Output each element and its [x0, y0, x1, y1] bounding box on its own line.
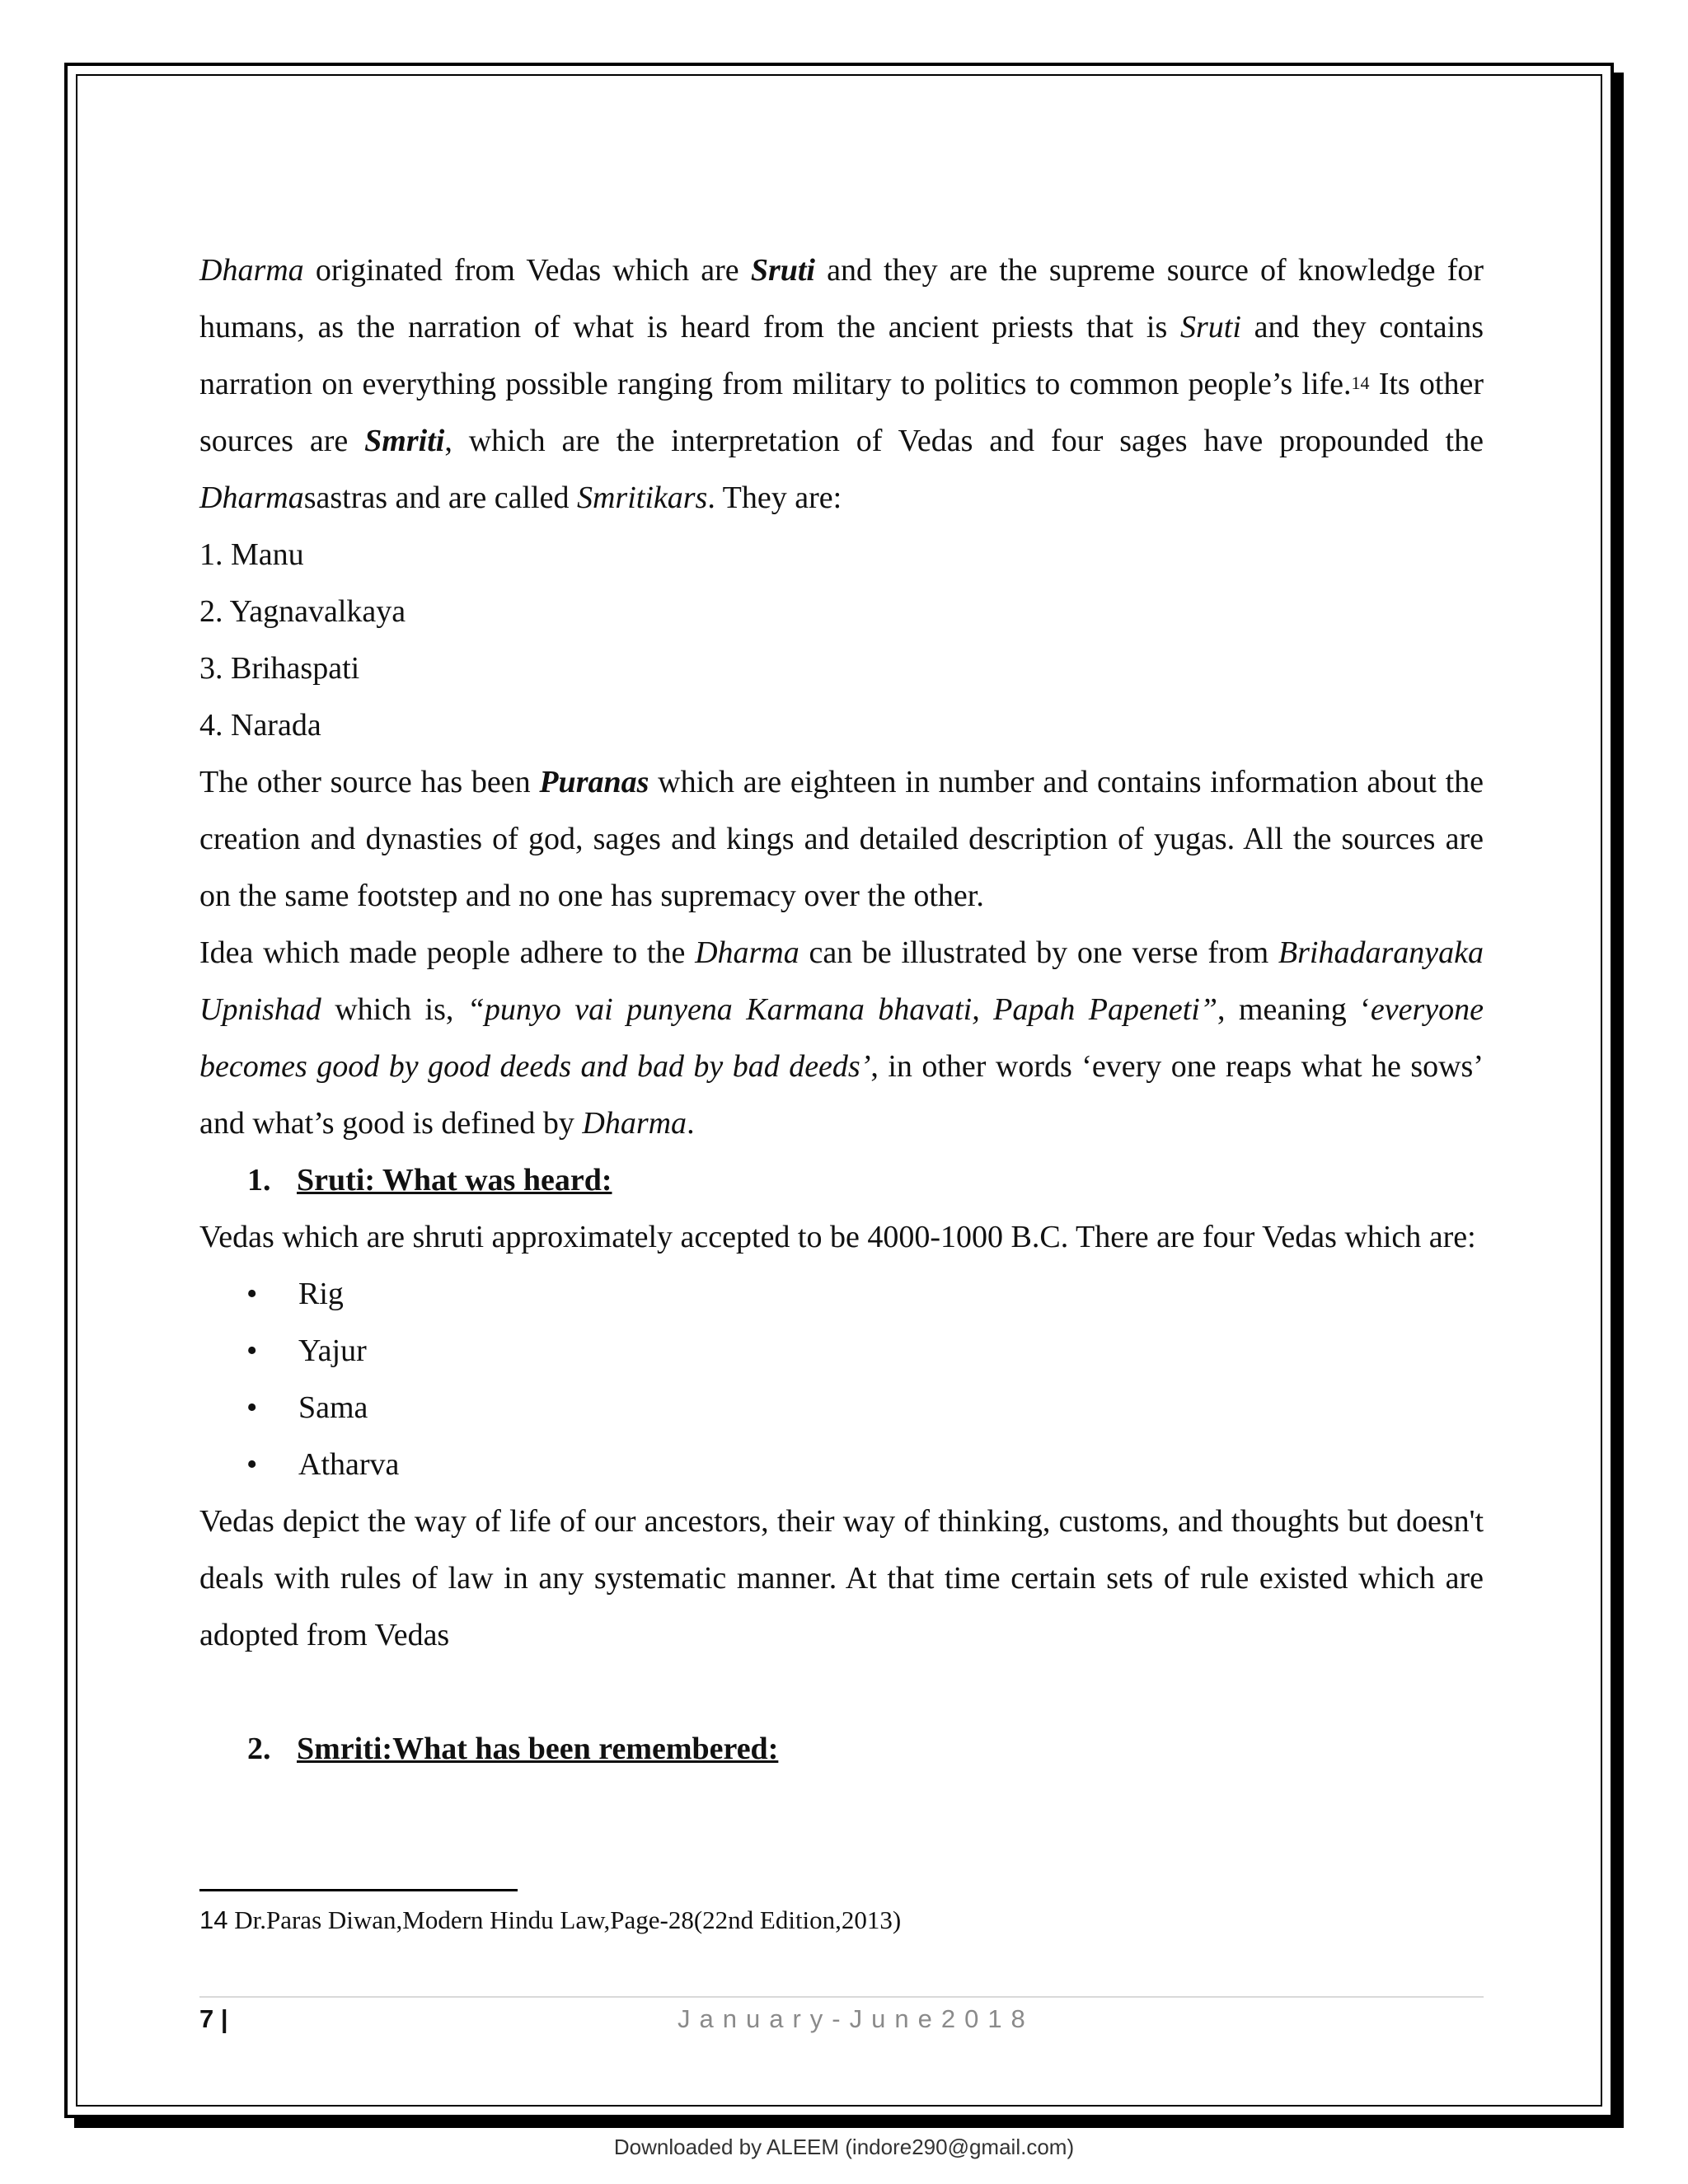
bullet-icon: • [246, 1333, 258, 1368]
paragraph-verse: Idea which made people adhere to the Dharma can be illustrated by one verse from Brihadaranyaka Upnishad which is, “punyo vai punyena Karmana bhavati, Papah Papeneti”, meaning ‘everyone becomes good by good deeds and bad by bad deeds’, in other words ‘every one reaps what he sows’ and what’s good is defined by Dharma. [199, 935, 1484, 1141]
footnote: 14 Dr.Paras Diwan,Modern Hindu Law,Page-28(22nd Edition,2013) [199, 1905, 902, 1934]
paragraph-vedas-intro: Vedas which are shruti approximately accepted to be 4000-1000 B.C. There are four Vedas which are: [199, 1220, 1476, 1254]
bullet-icon: • [246, 1390, 258, 1425]
list-item: • Yajur [199, 1323, 1484, 1380]
section-heading-sruti: 1. Sruti: What was heard: [247, 1163, 612, 1197]
list-item: • Atharva [199, 1436, 1484, 1493]
term-puranas: Puranas [539, 765, 649, 799]
term-smriti: Smriti [364, 424, 445, 458]
footer-divider [199, 1996, 1484, 1998]
bullet-icon: • [246, 1447, 258, 1482]
list-item: 2. Yagnavalkaya [199, 594, 406, 629]
paragraph-dharma-sources: Dharma originated from Vedas which are Sruti and they are the supreme source of knowledge for humans, as the narration of what is heard from the ancient priests that is Sruti and they contains narration on everything possible ranging from military to politics to common people’s life.$^{14}$ Its other sources are Smriti, which are the interpretation of Vedas and four sages have propounded the Dharmasastras and are called Smritikars. They are: [199, 253, 1484, 515]
term-sruti: Sruti [750, 253, 815, 288]
verse-quote: “punyo vai punyena Karmana bhavati, Papah Papeneti” [467, 992, 1217, 1027]
list-item: 1. Manu [199, 537, 304, 572]
body-text [199, 242, 1484, 1778]
footnote-separator [199, 1889, 518, 1891]
page-number: 7 | [199, 2004, 228, 2033]
spacer [199, 1664, 1484, 1721]
download-note: Downloaded by ALEEM (indore290@gmail.com) [613, 2135, 1075, 2159]
list-item: • Sama [199, 1380, 1484, 1436]
bullet-icon: • [246, 1277, 258, 1311]
list-item: 4. Narada [199, 708, 321, 743]
paragraph-vedas-depict: Vedas depict the way of life of our ancestors, their way of thinking, customs, and thoughts but doesn't deals with rules of law in any systematic manner. At that time certain sets of rule existed which are adopted from Vedas [199, 1504, 1484, 1652]
vedas-list [199, 1266, 1484, 1493]
list-item: • Rig [199, 1266, 1484, 1323]
section-heading-smriti: 2. Smriti:What has been remembered: [247, 1732, 779, 1766]
paragraph-puranas: The other source has been Puranas which are eighteen in number and contains information about the creation and dynasties of god, sages and kings and detailed description of yugas. All the sources are on the same footstep and no one has supremacy over the other. [199, 765, 1484, 913]
list-item: 3. Brihaspati [199, 651, 360, 686]
footer-date: January-June2018 [678, 2004, 1034, 2033]
footnote-ref[interactable]: 14 [1351, 373, 1370, 393]
term-dharma: Dharma [199, 253, 304, 288]
